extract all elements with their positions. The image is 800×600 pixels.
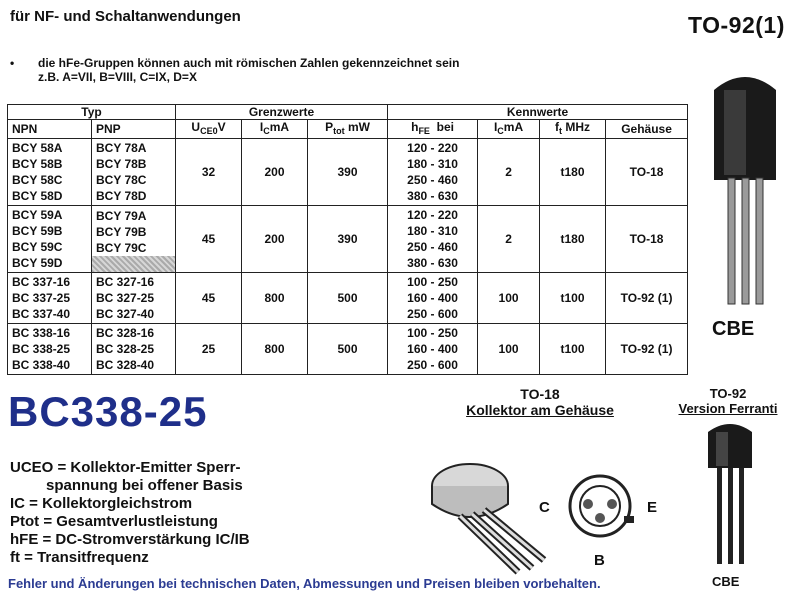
type-pnp-line: BCY 78C (96, 173, 147, 187)
value-hfe-line: 120 - 220 (407, 141, 458, 155)
col-pnp: PNP (92, 120, 176, 139)
value-ic: 800 (242, 273, 308, 324)
value-uceo: 25 (176, 324, 242, 375)
legend-line: hFE = DC-Stromverstärkung IC/IB (10, 531, 250, 548)
value-ft: t180 (540, 139, 606, 206)
type-npn-line: BC 338-16 (12, 326, 71, 340)
value-hfe (388, 324, 478, 375)
type-pnp (92, 139, 176, 206)
legend-line: ft = Transitfrequenz (10, 549, 149, 566)
type-npn-line: BCY 58A (12, 141, 63, 155)
type-npn-line: BCY 59B (12, 224, 63, 238)
value-ic: 200 (242, 139, 308, 206)
to18-package-image (420, 440, 550, 580)
type-npn (8, 273, 92, 324)
type-pnp-line: BCY 79B (96, 224, 147, 239)
group-kennwerte: Kennwerte (388, 105, 688, 120)
value-hfe-line: 100 - 250 (407, 275, 458, 289)
type-pnp-line: BC 328-25 (96, 342, 155, 356)
value-ic: 200 (242, 206, 308, 273)
type-pnp-line: BC 328-16 (96, 326, 155, 340)
value-uceo: 45 (176, 206, 242, 273)
value-ptot: 390 (308, 206, 388, 273)
to92-ferranti-image (700, 420, 760, 568)
value-hfe-line: 160 - 400 (407, 291, 458, 305)
type-npn-line: BCY 59D (12, 256, 63, 270)
legend-line: IC = Kollektorgleichstrom (10, 495, 193, 512)
value-hfe-line: 250 - 460 (407, 173, 458, 187)
note-line-1: die hFe-Gruppen können auch mit römischen Zahlen gekennzeichnet sein (38, 56, 460, 70)
spec-row (8, 139, 688, 206)
col-uceo: $U_{CE0}V$ (176, 120, 242, 139)
value-hfe-line: 380 - 630 (407, 256, 458, 270)
spec-row (8, 324, 688, 375)
legend-line: Ptot = Gesamtverlustleistung (10, 513, 218, 530)
value-ft: t180 (540, 206, 606, 273)
value-hfe-line: 250 - 600 (407, 307, 458, 321)
type-pnp-line: BC 327-40 (96, 307, 155, 321)
to92-pinout-label: CBE (712, 574, 740, 589)
value-hfe-line: 180 - 310 (407, 157, 458, 171)
empty-pnp-slot (92, 256, 175, 272)
to92-transistor-image (700, 70, 790, 310)
type-pnp-line: BCY 79A (96, 208, 147, 223)
type-npn-line: BCY 58D (12, 189, 63, 203)
type-npn-line: BC 337-40 (12, 307, 71, 321)
value-uceo: 32 (176, 139, 242, 206)
type-npn (8, 324, 92, 375)
value-hfe-line: 160 - 400 (407, 342, 458, 356)
abbreviation-legend (10, 459, 250, 567)
type-pnp-line: BCY 79C (96, 240, 147, 255)
col-gehaeuse: Gehäuse (606, 120, 688, 139)
disclaimer-footer: Fehler und Änderungen bei technischen Daten, Abmessungen und Preisen bleiben vorbehalten. (8, 576, 601, 591)
col-ic2: $I_CmA$ (478, 120, 540, 139)
type-npn-line: BCY 59C (12, 240, 63, 254)
value-hfe (388, 273, 478, 324)
value-ft: t100 (540, 273, 606, 324)
value-ptot: 500 (308, 273, 388, 324)
group-typ: Typ (8, 105, 176, 120)
legend-line: UCEO = Kollektor-Emitter Sperr- (10, 459, 241, 476)
value-hfe (388, 139, 478, 206)
value-ic2: 2 (478, 206, 540, 273)
to18-pin-b: B (594, 552, 605, 569)
value-uceo: 45 (176, 273, 242, 324)
col-ic: $I_CmA$ (242, 120, 308, 139)
value-gehaeuse: TO-92 (1) (606, 273, 688, 324)
type-pnp-line: BC 327-25 (96, 291, 155, 305)
to18-pin-e: E (647, 499, 658, 516)
group-grenzwerte: Grenzwerte (176, 105, 388, 120)
to18-bottom-view-image (564, 470, 636, 542)
spec-row (8, 273, 688, 324)
value-ic2: 100 (478, 273, 540, 324)
type-pnp (92, 206, 176, 273)
value-hfe-line: 380 - 630 (407, 189, 458, 203)
spec-row (8, 206, 688, 273)
package-title: TO-92(1) (688, 12, 785, 38)
part-number-title: BC338-25 (8, 388, 208, 435)
bullet-icon: • (10, 56, 15, 70)
value-hfe-line: 100 - 250 (407, 326, 458, 340)
note-line-2: z.B. A=VII, B=VIII, C=IX, D=X (38, 70, 197, 84)
value-hfe-line: 180 - 310 (407, 224, 458, 238)
type-pnp-line: BC 327-16 (96, 275, 155, 289)
to18-subtitle: Kollektor am Gehäuse (466, 402, 614, 418)
value-gehaeuse: TO-92 (1) (606, 324, 688, 375)
type-pnp-line: BCY 78A (96, 141, 147, 155)
value-hfe (388, 206, 478, 273)
value-gehaeuse: TO-18 (606, 206, 688, 273)
value-hfe-line: 250 - 460 (407, 240, 458, 254)
legend-line: spannung bei offener Basis (46, 477, 243, 494)
type-pnp (92, 324, 176, 375)
type-npn (8, 139, 92, 206)
value-ic2: 2 (478, 139, 540, 206)
to92-title (668, 386, 788, 416)
value-ptot: 500 (308, 324, 388, 375)
type-npn-line: BCY 59A (12, 208, 63, 222)
value-hfe-line: 120 - 220 (407, 208, 458, 222)
to92-name: TO-92 (709, 386, 747, 401)
type-npn-line: BC 338-40 (12, 358, 71, 372)
to92-subtitle: Version Ferranti (678, 401, 778, 416)
type-npn-line: BC 338-25 (12, 342, 71, 356)
col-ft: $f_t$ MHz (540, 120, 606, 139)
type-pnp-line: BC 328-40 (96, 358, 155, 372)
to18-name: TO-18 (520, 386, 560, 402)
type-npn-line: BCY 58B (12, 157, 63, 171)
col-npn: NPN (8, 120, 92, 139)
col-hfe: $h_{FE}$ bei (388, 120, 478, 139)
type-pnp-line: BCY 78B (96, 157, 147, 171)
to18-title (450, 386, 630, 418)
value-gehaeuse: TO-18 (606, 139, 688, 206)
top-pinout-label: CBE (712, 318, 755, 340)
to18-pin-c: C (539, 499, 550, 516)
value-ft: t100 (540, 324, 606, 375)
col-ptot: $P_{tot}$ mW (308, 120, 388, 139)
type-npn-line: BCY 58C (12, 173, 63, 187)
type-pnp-line: BCY 78D (96, 189, 147, 203)
type-npn (8, 206, 92, 273)
value-ic: 800 (242, 324, 308, 375)
type-npn-line: BC 337-16 (12, 275, 71, 289)
header-title: für NF- und Schaltanwendungen (10, 8, 241, 25)
spec-table (7, 104, 688, 375)
type-pnp (92, 273, 176, 324)
type-npn-line: BC 337-25 (12, 291, 71, 305)
value-ic2: 100 (478, 324, 540, 375)
value-ptot: 390 (308, 139, 388, 206)
value-hfe-line: 250 - 600 (407, 358, 458, 372)
